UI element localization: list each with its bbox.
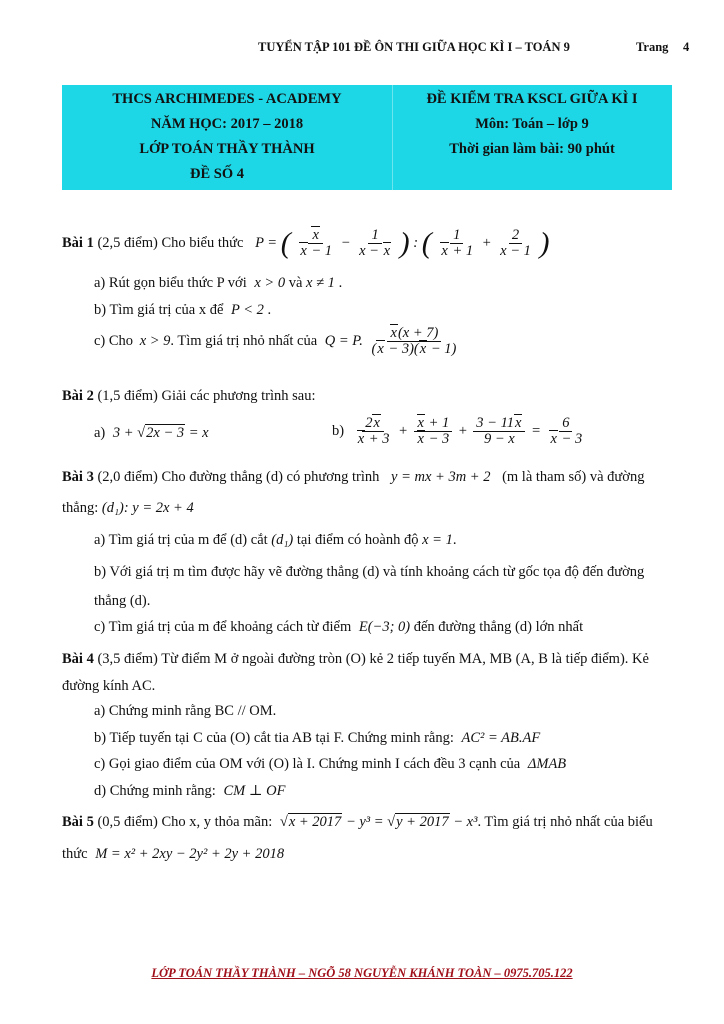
problem-3-text: (2,0 điểm) Cho đường thẳng (d) có phương trình <box>97 469 380 485</box>
exam-number: ĐỀ SỐ 4 <box>190 166 244 182</box>
equation-d1: (d₁): y = 2x + 4 <box>101 500 194 516</box>
footer-text: LỚP TOÁN THẦY THÀNH – NGÕ 58 NGUYỄN KHÁNH TOÀN – 0975.705.122 <box>151 966 573 980</box>
problem-4a: a) Chứng minh rằng BC // OM. <box>94 703 277 719</box>
problem-2-label: Bài 2 <box>62 388 94 404</box>
problem-1b-text: b) Tìm giá trị của x để <box>94 302 224 318</box>
problem-3 <box>62 469 644 486</box>
school-name: THCS ARCHIMEDES - ACADEMY <box>112 91 342 107</box>
exam-duration: Thời gian làm bài: 90 phút <box>449 141 615 157</box>
document-title: TUYỂN TẬP 101 ĐỀ ÔN THI GIỮA HỌC KÌ I – TOÁN 9 <box>258 40 570 54</box>
problem-3-line2 <box>62 500 194 517</box>
expression-p: P = ( $\frac{x}{x - 1}$ − $\frac{1}{x - x}$ ) : ( $\frac{1}{x + 1}$ + $\frac{2}{x - 1}$ ) <box>255 226 550 260</box>
equation-d: y = mx + 3m + 2 <box>391 469 491 485</box>
problem-3c <box>94 619 583 636</box>
problem-2a-label: a) <box>94 425 106 441</box>
page-number: 4 <box>683 40 690 54</box>
problem-3c-end: đến đường thẳng (d) lớn nhất <box>413 619 584 635</box>
problem-3b: b) Với giá trị m tìm được hãy vẽ đường thẳng (d) và tính khoảng cách từ gốc tọa độ đến đường <box>94 564 645 580</box>
expression-q: Q = P. $\frac{x(x + 7)}{(x - 3)(x - 1)}$ <box>324 325 457 357</box>
condition-p-less-2: P < 2 <box>231 302 264 318</box>
problem-1a-text: a) Rút gọn biểu thức P với <box>94 275 247 291</box>
problem-4c <box>94 756 566 773</box>
problem-3c-text: c) Tìm giá trị của m để khoảng cách từ điểm <box>94 619 352 635</box>
equation-4d: CM ⊥ OF <box>223 783 286 799</box>
problem-5-line2 <box>62 846 284 863</box>
expression-m: M = x² + 2xy − 2y² + 2y + 2018 <box>95 846 285 862</box>
equation-2a: 3 + √2x − 3 = x <box>112 425 209 441</box>
exam-title: ĐỀ KIỂM TRA KSCL GIỮA KÌ I <box>426 91 638 107</box>
problem-1-label: Bài 1 <box>62 234 94 251</box>
problem-3a-text: a) Tìm giá trị của m để (d) cắt <box>94 532 268 548</box>
problem-2 <box>62 388 316 405</box>
problem-2b-label: b) <box>332 422 345 439</box>
line-d1: (d₁) <box>271 532 294 548</box>
condition-x-equals-1: x = 1 <box>422 532 453 548</box>
problem-1c-text: c) Cho <box>94 332 134 349</box>
condition-x-not-one: x ≠ 1 <box>306 275 335 291</box>
problem-4d <box>94 783 285 800</box>
problem-4b <box>94 730 540 747</box>
page-header <box>0 40 724 60</box>
problem-5-text: (0,5 điểm) Cho x, y thỏa mãn: <box>97 814 273 830</box>
exam-info-table <box>62 85 672 190</box>
problem-3-line2-text: thẳng: <box>62 500 99 516</box>
problem-1c-text-2: . Tìm giá trị nhỏ nhất của <box>170 332 318 349</box>
problem-1b: b) Tìm giá trị của x để P < 2 . <box>94 302 272 318</box>
problem-3-label: Bài 3 <box>62 469 94 485</box>
problem-1a: a) Rút gọn biểu thức P với x > 0 và x ≠ 1 . <box>94 275 343 291</box>
condition-x-gt-9: x > 9 <box>139 332 171 349</box>
problem-5-line2-text: thức <box>62 846 88 862</box>
page-label: Trang <box>636 40 669 54</box>
problem-4b-text: b) Tiếp tuyến tại C của (O) cắt tia AB tại F. Chứng minh rằng: <box>94 730 454 746</box>
equation-4b: AC² = AB.AF <box>461 730 541 746</box>
problem-5-tail: . Tìm giá trị nhỏ nhất của biểu <box>477 814 653 830</box>
problem-4-text: (3,5 điểm) Từ điểm M ở ngoài đường tròn (O) kẻ 2 tiếp tuyến MA, MB (A, B là tiếp điểm). Kẻ <box>97 651 649 667</box>
problem-4 <box>62 651 649 668</box>
problem-4c-text: c) Gọi giao điểm của OM với (O) là I. Chứng minh I cách đều 3 cạnh của <box>94 756 521 772</box>
problem-3a-text-2: tại điểm có hoành độ <box>296 532 419 548</box>
problem-4-line2: đường kính AC. <box>62 678 156 694</box>
problem-3a: a) Tìm giá trị của m để (d) cắt (d₁) tại điểm có hoành độ x = 1. <box>94 532 457 548</box>
problem-2b <box>332 416 587 447</box>
exam-subject: Môn: Toán – lớp 9 <box>475 116 589 132</box>
condition-x-positive: x > 0 <box>254 275 286 291</box>
equation-5: √x + 2017 − y³ = √y + 2017 − x³ <box>279 814 478 830</box>
problem-1c <box>94 326 461 357</box>
problem-1 <box>62 228 550 259</box>
problem-5-label: Bài 5 <box>62 814 94 830</box>
problem-4d-text: d) Chứng minh rằng: <box>94 783 216 799</box>
point-e: E(−3; 0) <box>358 619 411 635</box>
problem-3-param: (m là tham số) và đường <box>502 469 645 485</box>
problem-1-text: (2,5 điểm) Cho biểu thức <box>97 234 244 251</box>
conjunction: và <box>288 275 303 291</box>
class-name: LỚP TOÁN THẦY THÀNH <box>139 141 315 157</box>
page-footer <box>0 966 724 981</box>
equation-2b: $\frac{2x}{x + 3}$ + $\frac{x + 1}{x - 3}$ + $\frac{3 - 11x}{9 - x}$ = $\frac{6}{x - 3}$ <box>357 415 583 447</box>
problem-2a <box>94 425 209 442</box>
problem-3b-line2: thẳng (d). <box>94 593 151 609</box>
problem-5 <box>62 814 653 831</box>
problem-2-text: (1,5 điểm) Giải các phương trình sau: <box>97 388 316 404</box>
school-year: NĂM HỌC: 2017 – 2018 <box>150 116 304 132</box>
problem-4-label: Bài 4 <box>62 651 94 667</box>
triangle-mab: ΔMAB <box>527 756 567 772</box>
